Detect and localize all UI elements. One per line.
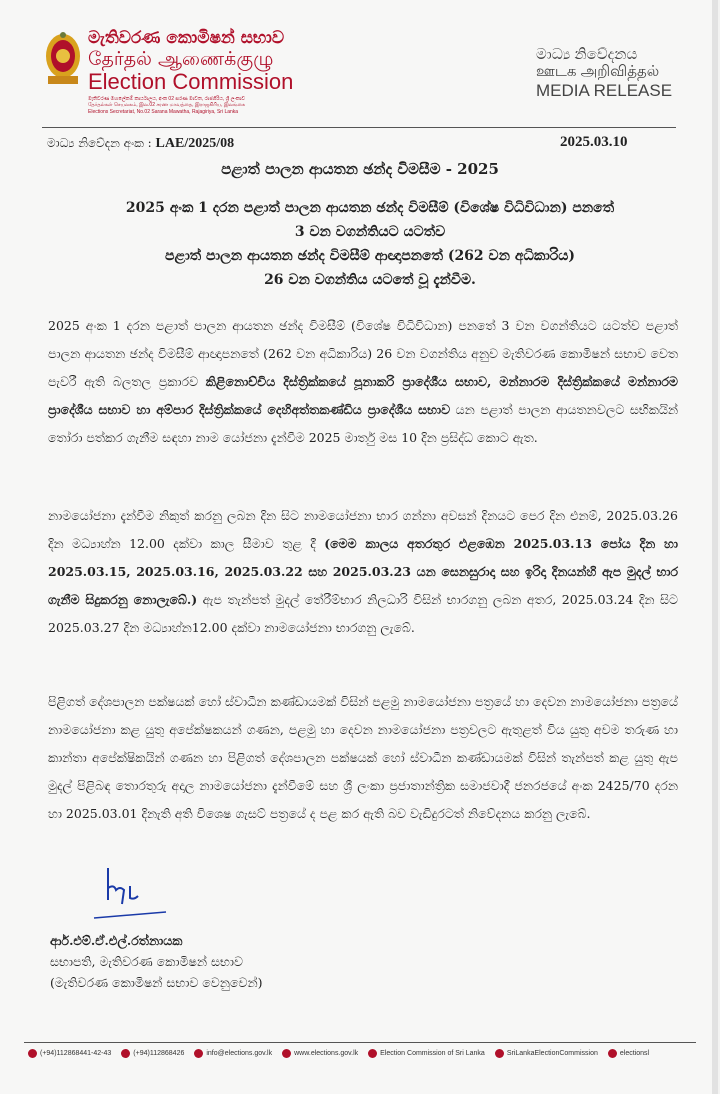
footer-facebook bbox=[495, 1049, 598, 1058]
paragraph-text: නාමයෝජනා දැන්වීම නිකුත් කරනු ලබන දින සිට නාමයෝජනා භාර ගන්නා අවසන් දිනයට පෙර දින එනම්, 2025.03.26 දින මධ්‍යාහ්න 12.00 දක්වා කාල සීමාව තුළ දී bbox=[48, 508, 678, 551]
paragraph-2 bbox=[48, 502, 678, 642]
paragraph-text: 2025 අංක 1 දරන පළාත් පාලන ආයතන ඡන්ද විමසීම් (විශේෂ විධිවිධාන) පනතේ 3 වන වගන්තියට යටත්ව පළාත් පාලන ආයතන ඡන්ද විමසීම් ආඥාපනතේ (262 වන අධිකාරිය) 26 වන වගන්තිය අනුව මැතිවරණ කොමිෂන් සභාව වෙත පැවරී ඇති බලතල ප්‍රකාරව bbox=[48, 318, 678, 389]
footer-fax bbox=[121, 1049, 184, 1058]
email-icon bbox=[194, 1049, 203, 1058]
footer-youtube bbox=[368, 1049, 485, 1058]
facebook-icon bbox=[495, 1049, 504, 1058]
address-english: Elections Secretariat, No.02 Sarana Mawatha, Rajagiriya, Sri Lanka bbox=[88, 108, 239, 115]
subtitle-line: 26 වන වගන්තිය යටතේ වූ දැන්වීම. bbox=[264, 272, 476, 288]
subtitle-line: පළාත් පාලන ආයතන ඡන්ද විමසීම් ආඥාපනතේ (262 වන අධිකාරිය) bbox=[165, 248, 575, 264]
release-date: 2025.03.10 bbox=[560, 134, 628, 150]
address-sinhala: මැතිවරණ මහලේකම් කාර්යාලය, අංක 02 සරණ මාවත, රාජගිරිය, ශ්‍රී ලංකාව bbox=[88, 96, 246, 102]
signer-block bbox=[50, 930, 262, 993]
fax-icon bbox=[121, 1049, 130, 1058]
footer-twitter bbox=[608, 1049, 649, 1058]
signer-position: සභාපති, මැතිවරණ කොමිෂන් සභාව bbox=[50, 954, 243, 969]
phone-icon bbox=[28, 1049, 37, 1058]
address-tamil: தேர்தல்கள் செயலகம், இல.02 சரண மாவத்தை, இராஜகிரிய, இலங்கை bbox=[88, 102, 246, 109]
paragraph-3: පිළිගත් දේශපාලන පක්ෂයක් හෝ ස්වාධීන කණ්ඩායමක් විසින් පළමු නාමයෝජනා පත්‍රයේ හා දෙවන නාමයෝජනා පත්‍රයේ නාමයෝජනා කළ යුතු අපේක්ෂකයන් ගණන, පළමු හා දෙවන නාමයෝජනා පත්‍රවලට ඇතුළත් විය යුතු අවම තරුණ හා කාන්තා අපේක්ෂිකයින් ගණන හා පිළිගත් දේශපාලන පක්ෂයක් හෝ ස්වාධීන කණ්ඩායමක් විසින් තැන්පත් කළ යුතු ඇප මුදල් පිළිබඳ තොරතුරු අදාල නාමයෝජනා දැන්වීමේ සහ ශ්‍රී ලංකා ප්‍රජාතාන්ත්‍රික සමාජවාදී ජනරජයේ අංක 2425/70 දරන හා 2025.03.01 දිනැති අති විශෙෂ ගැසට් පත්‍රයේ ද පළ කර ඇති බව වැඩිදුරටත් නිවේදනය කරනු ලැබේ. bbox=[48, 694, 678, 821]
footer-text: (+94)112868426 bbox=[133, 1050, 185, 1057]
reference-number bbox=[47, 136, 234, 152]
signature bbox=[90, 860, 170, 920]
footer-phone bbox=[28, 1049, 111, 1058]
footer-text: info@elections.gov.lk bbox=[206, 1050, 273, 1057]
reference-value: LAE/2025/08 bbox=[155, 136, 235, 151]
media-sinhala: මාධ්‍ය නිවේදනය bbox=[536, 46, 638, 63]
document-subtitle bbox=[60, 196, 680, 292]
footer-text: electionsl bbox=[619, 1050, 650, 1057]
signer-name: ආර්.එම්.ඒ.එල්.රත්නායක bbox=[50, 933, 183, 948]
footer-text: SriLankaElectionCommission bbox=[506, 1050, 598, 1057]
subtitle-line: 2025 අංක 1 දරන පළාත් පාලන ආයතන ඡන්ද විමසීම් (විශේෂ විධිවිධාන) පනතේ bbox=[125, 200, 615, 216]
footer-divider bbox=[24, 1042, 696, 1043]
org-name-sinhala: මැතිවරණ කොමිෂන් සභාව bbox=[88, 28, 285, 48]
paragraph-bold-text: (මෙම කාලය අතරතුර එළඹෙන 2025.03.13 පෝය දින හා 2025.03.15, 2025.03.16, 2025.03.22 සහ 2025.03.23 යන සෙනසුරාදා සහ ඉරිදා දිනයන්හි ඇප මුදල් භාර ගැනීම සිදුකරනු නොලැබේ.) bbox=[48, 536, 678, 607]
youtube-icon bbox=[368, 1049, 377, 1058]
organization-header bbox=[88, 30, 293, 115]
sri-lanka-emblem-logo bbox=[44, 30, 82, 86]
twitter-icon bbox=[608, 1049, 617, 1058]
org-name-tamil: தேர்தல் ஆணைக்குழு bbox=[88, 48, 274, 70]
paragraph-text: යන පළාත් පාලන ආයතනවලට සභිකයින් තෝරා පත්කර ගැනීම සඳහා නාම යෝජනා දැන්වීම 2025 මාර්තු මස 10 දින ප්‍රසිද්ධ කොට ඇත. bbox=[48, 402, 679, 445]
paragraph-1 bbox=[48, 312, 678, 452]
media-tamil: ஊடக அறிவித்தல் bbox=[536, 63, 660, 81]
footer-text: (+94)112868441-42-43 bbox=[40, 1050, 112, 1057]
footer-email bbox=[194, 1049, 272, 1058]
paragraph-bold-text: කිළිනොච්චිය දිස්ත්‍රික්කයේ පූනාකරි ප්‍රාදේශීය සභාව, මන්නාරම දිස්ත්‍රික්කයේ මන්නාරම ප්‍රාදේශීය සභාව හා අම්පාර දිස්ත්‍රික්කයේ දෙහිඅත්තකණ්ඩිය ප්‍රාදේශීය සභාව bbox=[48, 374, 678, 417]
footer-web bbox=[282, 1049, 358, 1058]
footer-text: www.elections.gov.lk bbox=[294, 1050, 359, 1057]
media-english: MEDIA RELEASE bbox=[536, 80, 673, 100]
contact-footer bbox=[28, 1049, 649, 1058]
reference-label: මාධ්‍ය නිවේදන අංක : bbox=[47, 136, 156, 150]
web-icon bbox=[282, 1049, 291, 1058]
document-title: පළාත් පාලන ආයතන ඡන්ද විමසීම - 2025 bbox=[221, 160, 499, 178]
subtitle-line: 3 වන වගන්තියට යටත්ව bbox=[294, 224, 446, 240]
org-name-english: Election Commission bbox=[88, 69, 294, 94]
media-release-label bbox=[536, 46, 672, 100]
paragraph-text: ඇප තැන්පත් මුදල් තේරීම්භාර නිලධාරි විසින් භාරගනු ලබන අතර, 2025.03.24 දින සිට 2025.03.27 දින මධ්‍යාහ්න12.00 දක්වා නාමයෝජනා භාරගනු ලැබේ. bbox=[48, 592, 678, 635]
signer-on-behalf: (මැතිවරණ කොමිෂන් සභාව වෙනුවෙන්) bbox=[50, 975, 263, 990]
footer-text: Election Commission of Sri Lanka bbox=[380, 1050, 485, 1057]
header-divider bbox=[42, 127, 676, 128]
